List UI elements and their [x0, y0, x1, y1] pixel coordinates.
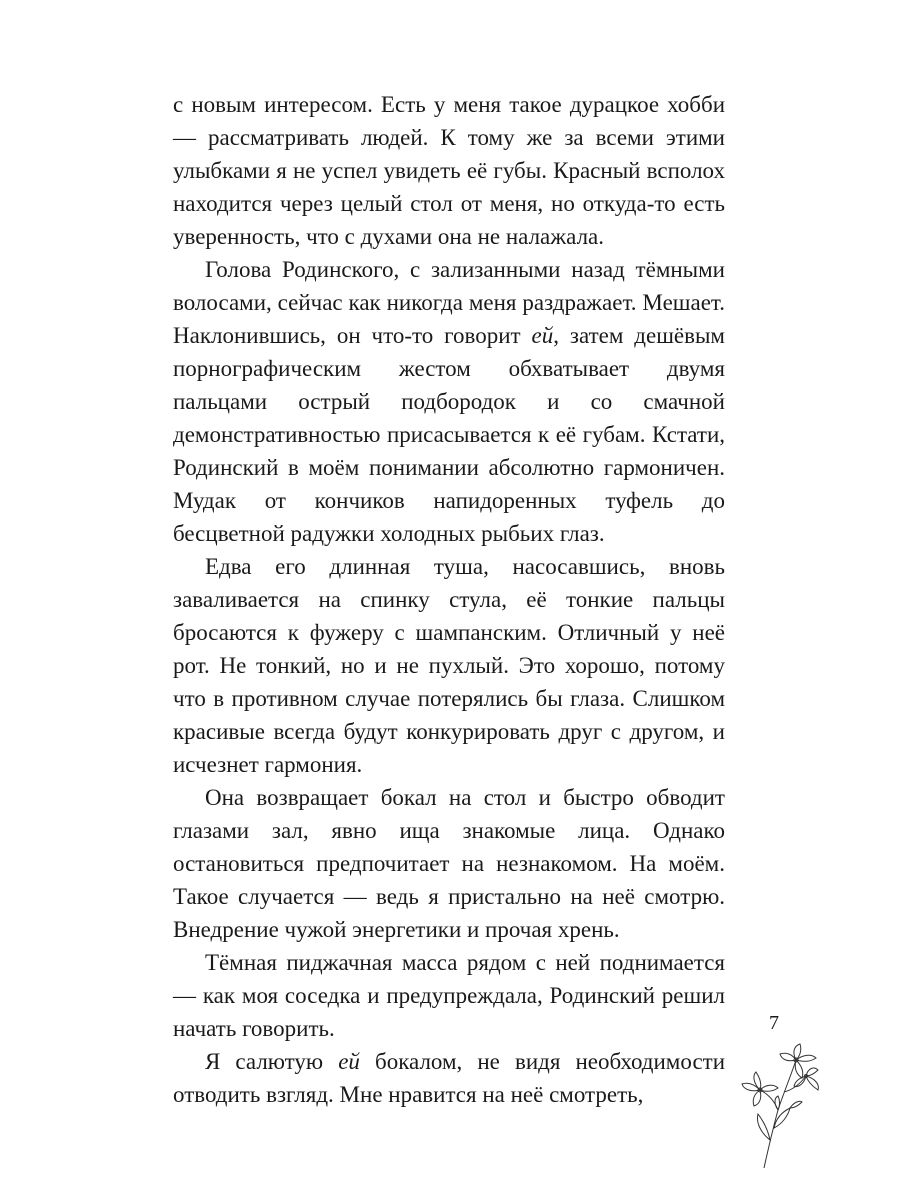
body-text — [173, 88, 725, 1111]
flower-sketch-icon — [734, 1040, 826, 1170]
italic-word: ей — [338, 1049, 360, 1074]
paragraph-3: Едва его длинная туша, насосавшись, вновь заваливается на спинку стула, её тонкие пальцы бросаются к фужеру с шампанским. Отличный у неё рот. Не тонкий, но и не пухлый. Это хорошо, потому что в противном случае потерялись бы глаза. Слишком красивые всегда будут конкурировать друг с другом, и исчезнет гармония. — [173, 554, 725, 777]
paragraph-1: с новым интересом. Есть у меня такое дурацкое хобби — рассматривать людей. К тому же за всеми этими улыбками я не успел увидеть её губы. Красный всполох находится через целый стол от меня, но откуда-то есть уверенность, что с духами она не налажала. — [173, 92, 725, 249]
paragraph-4: Она возвращает бокал на стол и быстро обводит глазами зал, явно ища знакомые лица. Однако остановиться предпочитает на незнакомом. На моём. Такое случается — ведь я пристально на неё смотрю. Внедрение чужой энергетики и прочая хрень. — [173, 785, 725, 942]
paragraph-5: Тёмная пиджачная масса рядом с ней поднимается — как моя соседка и предупреждала, Родинский решил начать говорить. — [173, 950, 725, 1041]
page-number: 7 — [769, 1012, 779, 1034]
paragraph-2: Голова Родинского, с зализанными назад тёмными волосами, сейчас как никогда меня раздражает. Мешает. Наклонившись, он что-то говорит ей, затем дешёвым порнографическим жестом обхватывает двумя пальцами острый подбородок и со смачной демонстративностью присасывается к её губам. Кстати, Родинский в моём понимании абсолютно гармоничен. Мудак от кончиков напидоренных туфель до бесцветной радужки холодных рыбьих глаз. — [173, 257, 725, 546]
paragraph-6: Я салютую ей бокалом, не видя необходимости отводить взгляд. Мне нравится на неё смотреть, — [173, 1049, 726, 1107]
italic-word: ей — [531, 323, 554, 348]
